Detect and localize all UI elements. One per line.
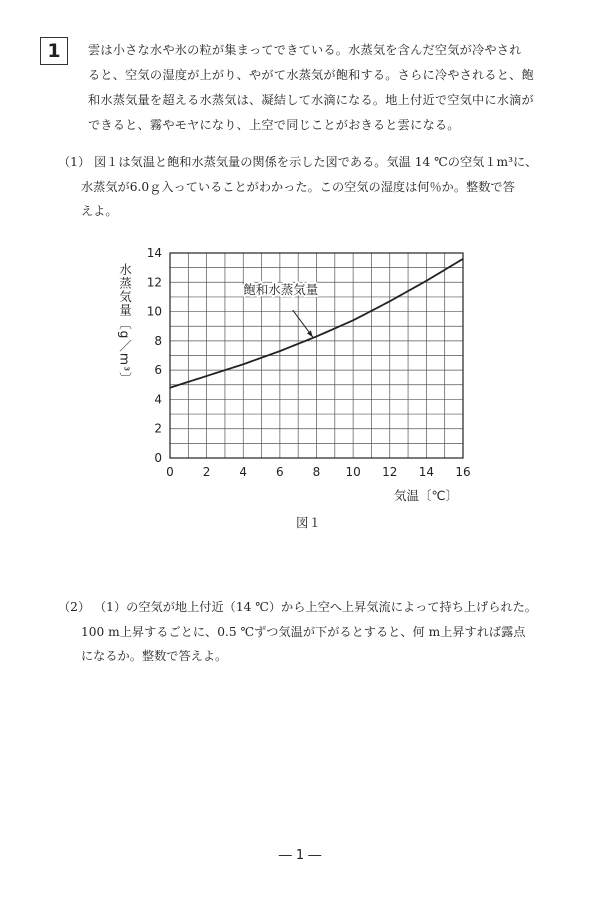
y-tick-label: 4 <box>154 392 162 407</box>
y-tick-label: 0 <box>154 451 162 465</box>
question-1-line: 水蒸気が6.0ｇ入っていることがわかった。この空気の湿度は何％か。整数で答 <box>81 179 515 194</box>
x-tick-label: 16 <box>455 465 471 479</box>
intro-line: 和水蒸気量を超える水蒸気は、凝結して水滴になる。地上付近で空気中に水滴が <box>88 93 534 107</box>
x-tick-label: 2 <box>202 465 211 479</box>
x-tick-label: 10 <box>345 465 361 479</box>
question-2-number: （2） <box>58 600 91 614</box>
question-1-line: 図１は気温と飽和水蒸気量の関係を示した図である。気温 14 ℃の空気１m³に、 <box>94 155 538 169</box>
y-axis-label: 水蒸気量〔g／m³〕 <box>117 263 133 386</box>
y-tick-label: 6 <box>154 363 162 378</box>
x-tick-label: 12 <box>382 465 398 479</box>
intro-paragraph <box>88 38 558 138</box>
question-2-line: になるか。整数で答えよ。 <box>81 649 228 663</box>
page-number: ― 1 ― <box>278 848 322 863</box>
y-tick-label: 12 <box>146 275 162 290</box>
question-2-line: （1）の空気が地上付近（14 ℃）から上空へ上昇気流によって持ち上げられた。 <box>94 600 537 614</box>
annotation-arrowhead <box>307 330 313 337</box>
question-2-line: 100 m上昇するごとに、0.5 ℃ずつ気温が下がるとすると、何 m上昇すれば露点 <box>81 624 526 639</box>
y-tick-label: 2 <box>154 421 162 436</box>
figure-caption: 図１ <box>296 515 322 530</box>
y-tick-label: 8 <box>154 333 162 348</box>
question-1-line: えよ。 <box>81 204 118 218</box>
intro-line: 雲は小さな水や氷の粒が集まってできている。水蒸気を含んだ空気が冷やされ <box>88 43 522 57</box>
intro-line: できると、霧やモヤになり、上空で同じことがおきると雲になる。 <box>88 118 460 132</box>
x-tick-label: 8 <box>312 465 321 479</box>
question-number: 1 <box>47 40 61 62</box>
question-1-number: （1） <box>58 155 91 169</box>
question-number-box <box>40 37 68 65</box>
x-tick-label: 6 <box>276 465 284 479</box>
y-tick-label: 10 <box>146 304 162 319</box>
x-tick-label: 0 <box>166 465 174 479</box>
x-tick-label: 4 <box>239 465 248 479</box>
curve-annotation-label: 飽和水蒸気量 <box>243 282 319 297</box>
intro-line: ると、空気の湿度が上がり、やがて水蒸気が飽和する。さらに冷やされると、飽 <box>88 68 534 82</box>
y-tick-label: 14 <box>146 246 162 260</box>
x-tick-label: 14 <box>418 465 435 479</box>
x-axis-label: 気温〔℃〕 <box>393 488 458 503</box>
saturated-vapor-chart <box>100 238 500 508</box>
